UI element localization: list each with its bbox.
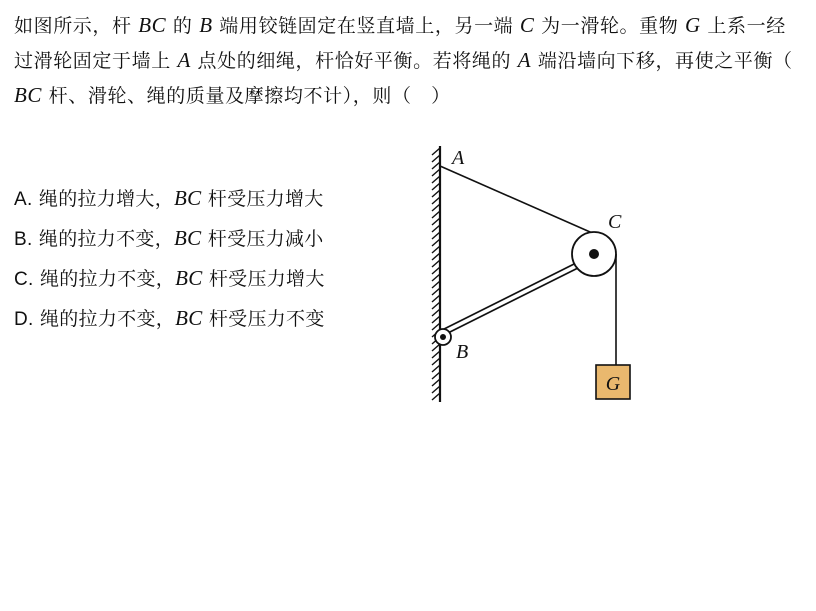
option-d[interactable]	[14, 298, 424, 338]
option-c[interactable]	[14, 258, 424, 298]
hatch-line	[432, 190, 440, 197]
hatch-line	[432, 169, 440, 176]
option-text: 杆受压力不变	[208, 308, 325, 330]
hatch-line	[432, 316, 440, 323]
var-c: C	[519, 13, 535, 37]
hatch-line	[432, 148, 440, 155]
hatch-line	[432, 253, 440, 260]
hatch-line	[432, 246, 440, 253]
option-text: 绳的拉力不变，	[39, 268, 176, 290]
option-text: 杆受压力增大	[208, 268, 325, 290]
stem-text: 点处的细绳，杆恰好平衡。若将绳的	[190, 50, 518, 72]
var-g: G	[685, 13, 701, 37]
option-text: 绳的拉力增大，	[38, 188, 175, 210]
hatch-line	[432, 162, 440, 169]
option-text: 杆受压力增大	[207, 188, 324, 210]
hatch-line	[432, 204, 440, 211]
label-b: B	[456, 341, 469, 363]
hatch-line	[432, 183, 440, 190]
var-bc: BC	[174, 226, 202, 250]
stem-text: 端沿墙向下移，再使之平衡（	[531, 50, 793, 72]
option-letter: B.	[14, 229, 33, 250]
option-text: 杆受压力减小	[207, 228, 324, 250]
hinge-pin	[440, 334, 446, 340]
option-a[interactable]	[14, 178, 424, 218]
stem-text: 端用铰链固定在竖直墙上，另一端	[212, 15, 520, 37]
hatch-line	[432, 351, 440, 358]
hatch-line	[432, 155, 440, 162]
answer-options	[14, 178, 424, 338]
var-bc: BC	[138, 13, 167, 37]
stem-text: 杆、滑轮、绳的质量及摩擦均不计），则（ ）	[42, 85, 451, 107]
hatch-line	[432, 260, 440, 267]
hatch-line	[432, 344, 440, 351]
physics-diagram	[428, 140, 668, 410]
hatch-line	[432, 372, 440, 379]
hatch-line	[432, 176, 440, 183]
hatch-line	[432, 281, 440, 288]
hatch-line	[432, 288, 440, 295]
hatch-line	[432, 309, 440, 316]
hatch-line	[432, 302, 440, 309]
option-text: 绳的拉力不变，	[39, 308, 176, 330]
hatch-line	[432, 386, 440, 393]
rod-bc-inner	[442, 258, 592, 333]
question-stem	[14, 8, 804, 113]
pulley-axle	[589, 249, 599, 259]
stem-text: 如图所示，杆	[14, 15, 139, 37]
hatch-line	[432, 358, 440, 365]
var-bc: BC	[175, 306, 203, 330]
var-b: B	[199, 13, 213, 37]
stem-text: 上系一经过滑轮固定于墙上	[14, 15, 786, 72]
hatch-line	[432, 379, 440, 386]
hatch-line	[432, 225, 440, 232]
label-c: C	[608, 211, 622, 233]
option-letter: C.	[14, 269, 34, 290]
hatch-line	[432, 365, 440, 372]
hatch-line	[432, 323, 440, 330]
var-bc: BC	[174, 186, 202, 210]
stem-text: 的	[166, 15, 200, 37]
option-text: 绳的拉力不变，	[38, 228, 175, 250]
hatch-line	[432, 197, 440, 204]
wall-hatching	[432, 148, 440, 400]
var-bc: BC	[175, 266, 203, 290]
option-letter: D.	[14, 309, 34, 330]
label-g: G	[605, 373, 621, 395]
hatch-line	[432, 393, 440, 400]
label-a: A	[452, 147, 465, 169]
var-a: A	[517, 48, 532, 72]
var-a: A	[177, 48, 191, 72]
option-b[interactable]	[14, 218, 424, 258]
hatch-line	[432, 211, 440, 218]
stem-text: 为一滑轮。重物	[534, 15, 685, 37]
hatch-line	[432, 239, 440, 246]
var-bc: BC	[14, 83, 43, 107]
hatch-line	[432, 274, 440, 281]
hatch-line	[432, 232, 440, 239]
rope-a-to-pulley	[440, 166, 606, 239]
hatch-line	[432, 295, 440, 302]
option-letter: A.	[14, 189, 33, 210]
hatch-line	[432, 267, 440, 274]
hatch-line	[432, 218, 440, 225]
